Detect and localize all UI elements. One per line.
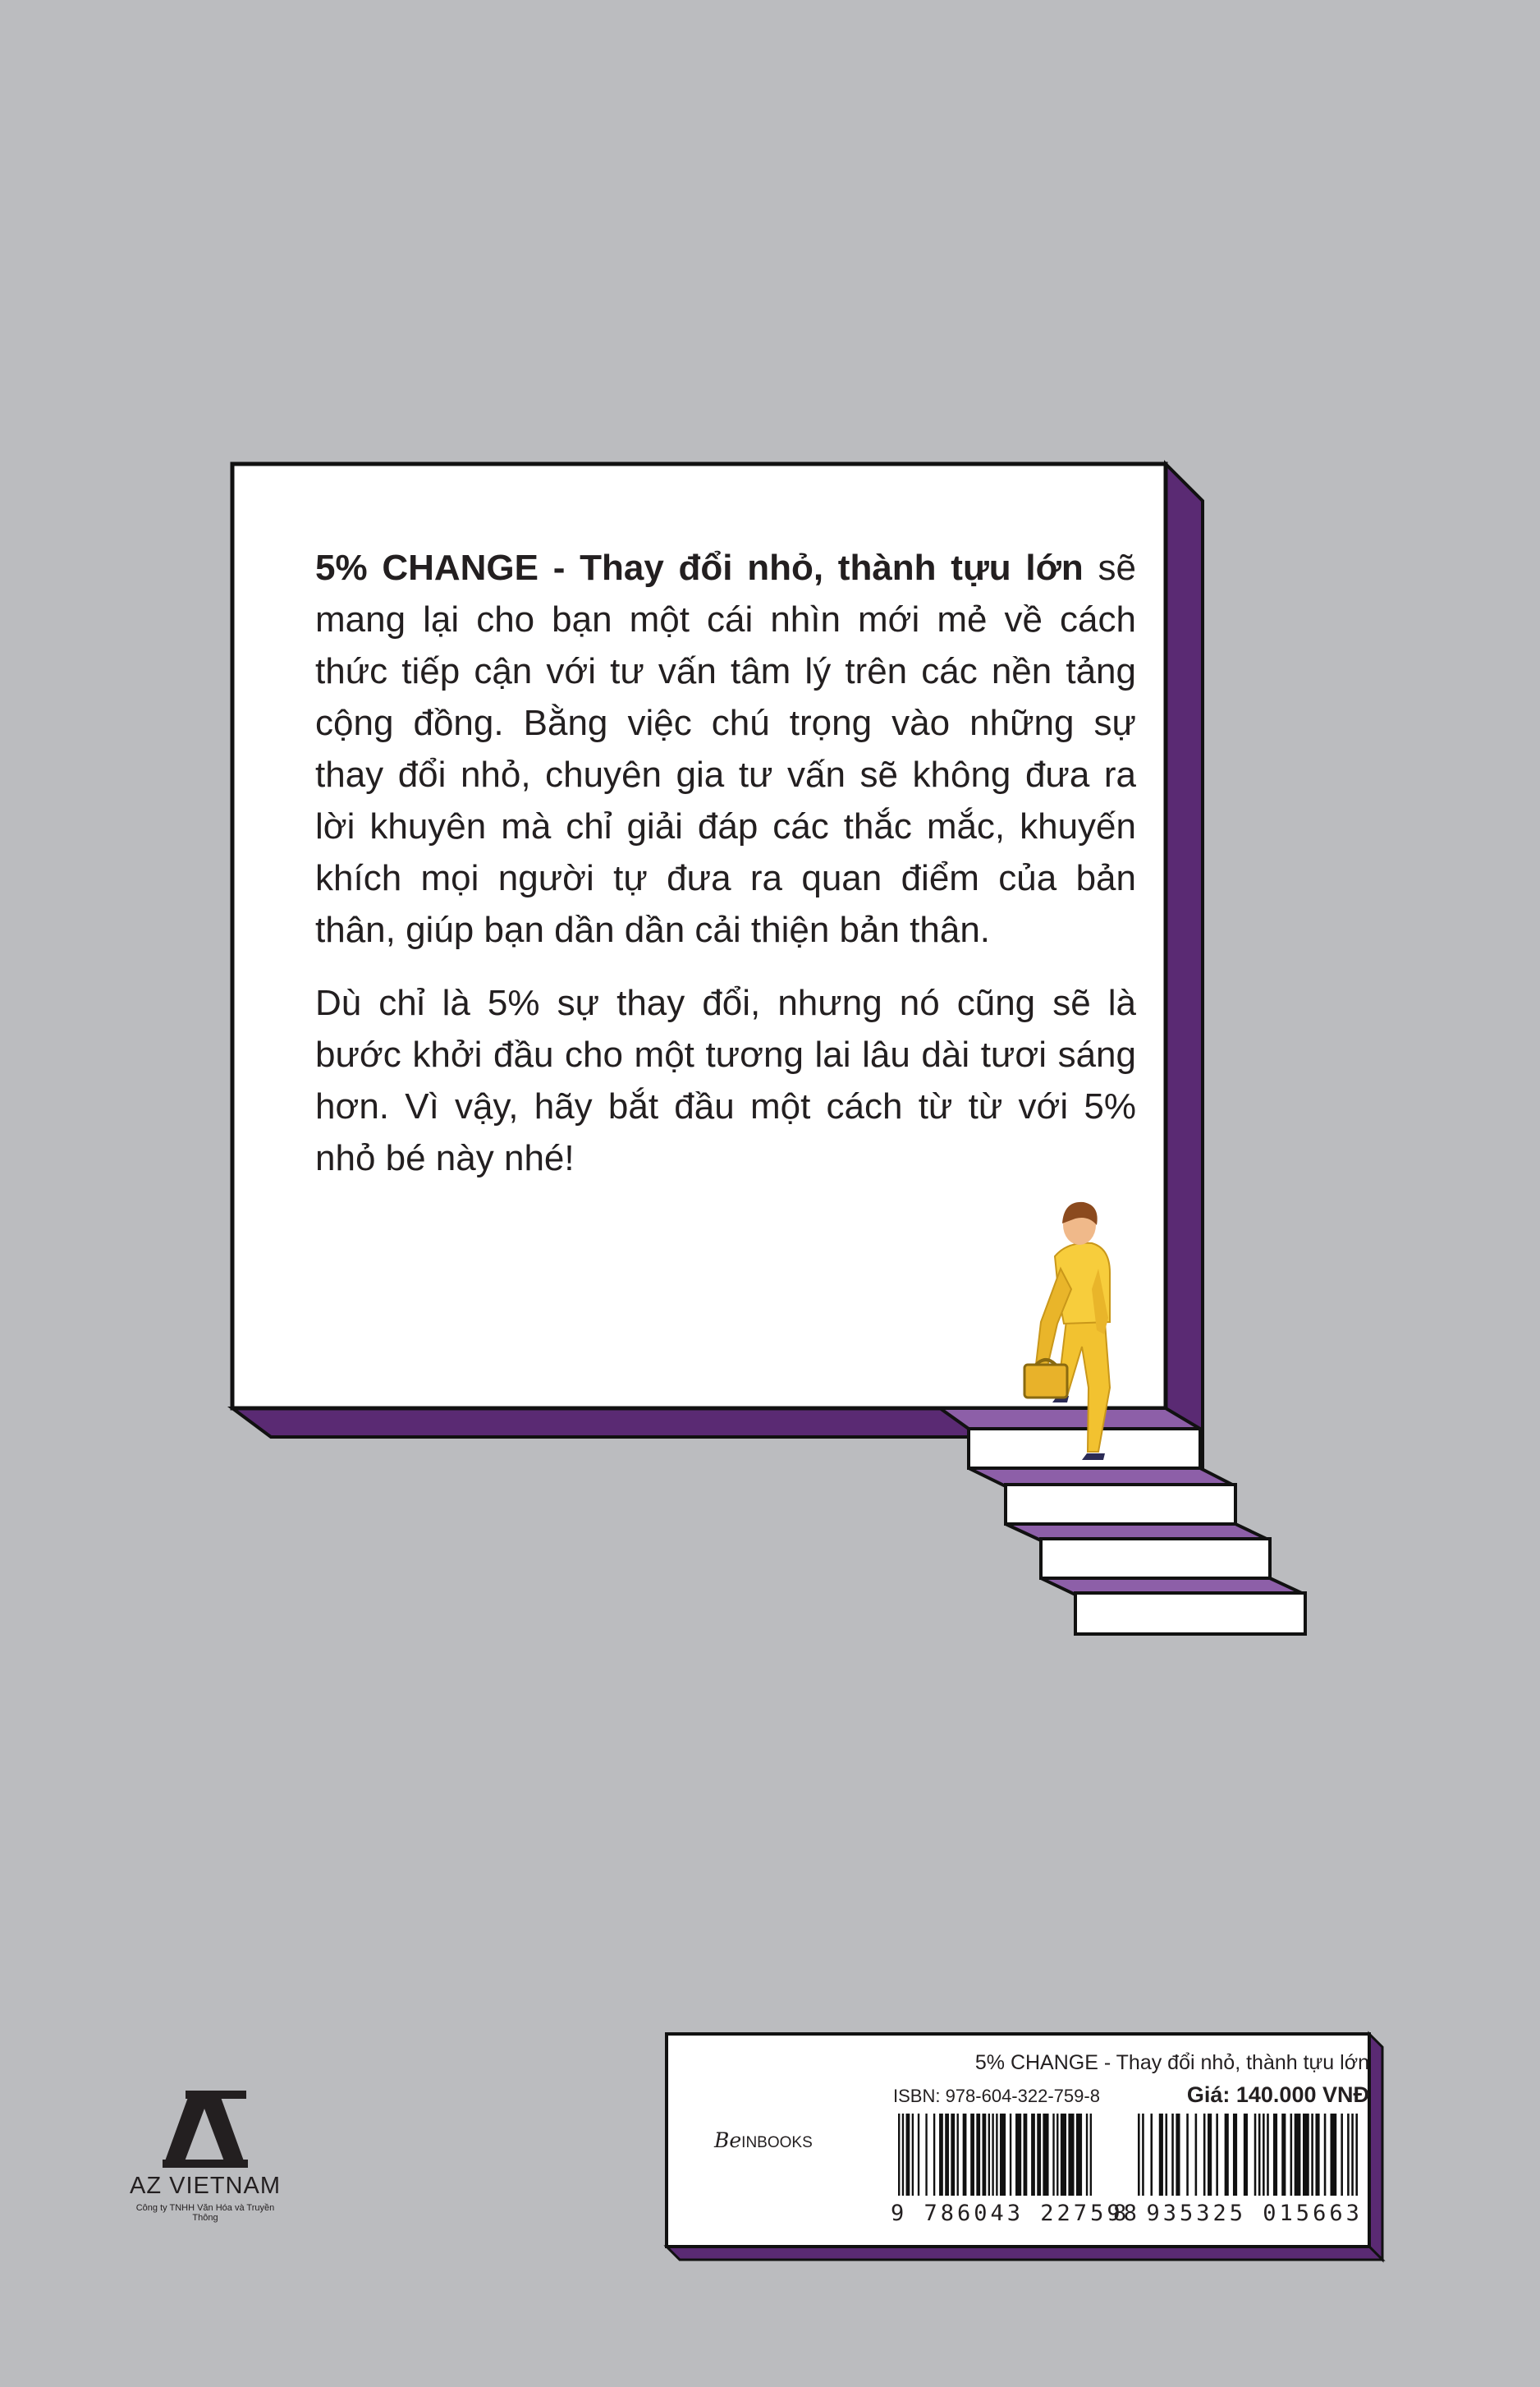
barcode-price-digits: 8 935325 015663 bbox=[1113, 2201, 1363, 2226]
barcode-bar bbox=[957, 2114, 959, 2196]
barcode-bar bbox=[1311, 2114, 1313, 2196]
barcode-bar bbox=[1203, 2114, 1206, 2196]
barcode-bar bbox=[1159, 2114, 1163, 2196]
publisher-script: Be bbox=[714, 2128, 742, 2152]
barcode-bar bbox=[939, 2114, 943, 2196]
barcode-bar bbox=[945, 2114, 949, 2196]
barcode-bar bbox=[1281, 2114, 1286, 2196]
barcode-bar bbox=[1331, 2114, 1337, 2196]
barcode-bar bbox=[925, 2114, 927, 2196]
barcode-bar bbox=[1208, 2114, 1212, 2196]
barcode-bar bbox=[898, 2114, 900, 2196]
barcode-bar bbox=[1031, 2114, 1035, 2196]
barcode-bar bbox=[1355, 2114, 1358, 2196]
description-paragraph-1-rest: sẽ mang lại cho bạn một cái nhìn mới mẻ về cách thức tiếp cận với tư vấn tâm lý trên các nền tảng cộng đồng. Bằng việc chú trọng vào những sự thay đổi nhỏ, chuyên gia tư vấn sẽ không đưa ra lời khuyên mà chỉ giải đáp các thắc mắc, khuyến khích mọi người tự đưa ra quan điểm của bản thân, giúp bạn dần dần cải thiện bản thân. bbox=[315, 548, 1136, 950]
price-text: Giá: 140.000 VNĐ bbox=[1186, 2082, 1369, 2107]
description-paragraph-2: Dù chỉ là 5% sự thay đổi, nhưng nó cũng sẽ là bước khởi đầu cho một tương lai lâu dài tươi sáng hơn. Vì vậy, hãy bắt đầu một cách từ từ với 5% nhỏ bé này nhé! bbox=[315, 983, 1136, 1178]
barcode-bar bbox=[1273, 2114, 1277, 2196]
logo-subtitle: Công ty TNHH Văn Hóa và Truyền Thông bbox=[135, 2203, 275, 2223]
barcode-bar bbox=[970, 2114, 974, 2196]
barcode-bar bbox=[1267, 2114, 1269, 2196]
barcode-bar bbox=[1090, 2114, 1092, 2196]
barcode-bar bbox=[1061, 2114, 1066, 2196]
isbn-text: ISBN: 978-604-322-759-8 bbox=[893, 2086, 1100, 2106]
barcode-bar bbox=[1315, 2114, 1319, 2196]
barcode-bar bbox=[1171, 2114, 1174, 2196]
barcode-bar bbox=[976, 2114, 980, 2196]
barcode-bar bbox=[1142, 2114, 1144, 2196]
publisher-name: INBOOKS bbox=[741, 2134, 813, 2151]
barcode-bar bbox=[1024, 2114, 1028, 2196]
barcode-bar bbox=[1254, 2114, 1257, 2196]
barcode-bar bbox=[1347, 2114, 1350, 2196]
barcode-bar bbox=[1010, 2114, 1011, 2196]
barcode-bar bbox=[1000, 2114, 1006, 2196]
barcode-bar bbox=[1150, 2114, 1153, 2196]
description-text bbox=[315, 542, 1136, 1205]
barcode-bar bbox=[1015, 2114, 1021, 2196]
barcode-isbn-digits: 9 786043 227598 bbox=[891, 2201, 1140, 2226]
barcode-bar bbox=[918, 2114, 919, 2196]
barcode-bar bbox=[1195, 2114, 1198, 2196]
barcode-bar bbox=[1244, 2114, 1248, 2196]
description-paragraph-1 bbox=[315, 542, 1136, 956]
barcode-bar bbox=[1216, 2114, 1218, 2196]
barcode-bar bbox=[983, 2114, 987, 2196]
barcode-bar bbox=[933, 2114, 935, 2196]
barcode-bar bbox=[1068, 2114, 1074, 2196]
staircase bbox=[940, 1408, 1305, 1634]
barcode-bar bbox=[902, 2114, 904, 2196]
barcode-bar bbox=[906, 2114, 910, 2196]
barcode-bar bbox=[912, 2114, 914, 2196]
publisher-logo bbox=[714, 2128, 813, 2152]
barcode-bar bbox=[1138, 2114, 1140, 2196]
label-book-title: 5% CHANGE - Thay đổi nhỏ, thành tựu lớn bbox=[974, 2051, 1369, 2074]
barcode-bar bbox=[1290, 2114, 1293, 2196]
barcode-bar bbox=[1263, 2114, 1265, 2196]
barcode-bar bbox=[1233, 2114, 1237, 2196]
barcode-bar bbox=[1166, 2114, 1168, 2196]
logo-name: AZ VIETNAM bbox=[129, 2173, 281, 2199]
barcode-bar bbox=[996, 2114, 997, 2196]
barcode-bar bbox=[1037, 2114, 1041, 2196]
barcode-bar bbox=[1258, 2114, 1261, 2196]
barcode-bar bbox=[1225, 2114, 1229, 2196]
az-vietnam-logo bbox=[123, 2071, 287, 2223]
barcode-bar bbox=[1341, 2114, 1343, 2196]
barcode-bar bbox=[1076, 2114, 1082, 2196]
barcode-bar bbox=[1056, 2114, 1058, 2196]
barcode-bar bbox=[988, 2114, 990, 2196]
barcode-bar bbox=[1295, 2114, 1301, 2196]
barcode-bar bbox=[1324, 2114, 1327, 2196]
barcode-bar bbox=[1303, 2114, 1309, 2196]
barcode-bar bbox=[1052, 2114, 1054, 2196]
barcode-bar bbox=[1176, 2114, 1180, 2196]
barcode-bar bbox=[992, 2114, 993, 2196]
barcode-bar bbox=[1351, 2114, 1354, 2196]
barcode-bar bbox=[1086, 2114, 1088, 2196]
barcode-bar bbox=[951, 2114, 955, 2196]
barcode-bar bbox=[963, 2114, 967, 2196]
barcode-bar bbox=[1043, 2114, 1048, 2196]
book-title-bold: 5% CHANGE - Thay đổi nhỏ, thành tựu lớn bbox=[315, 548, 1084, 588]
barcode-bar bbox=[1186, 2114, 1189, 2196]
